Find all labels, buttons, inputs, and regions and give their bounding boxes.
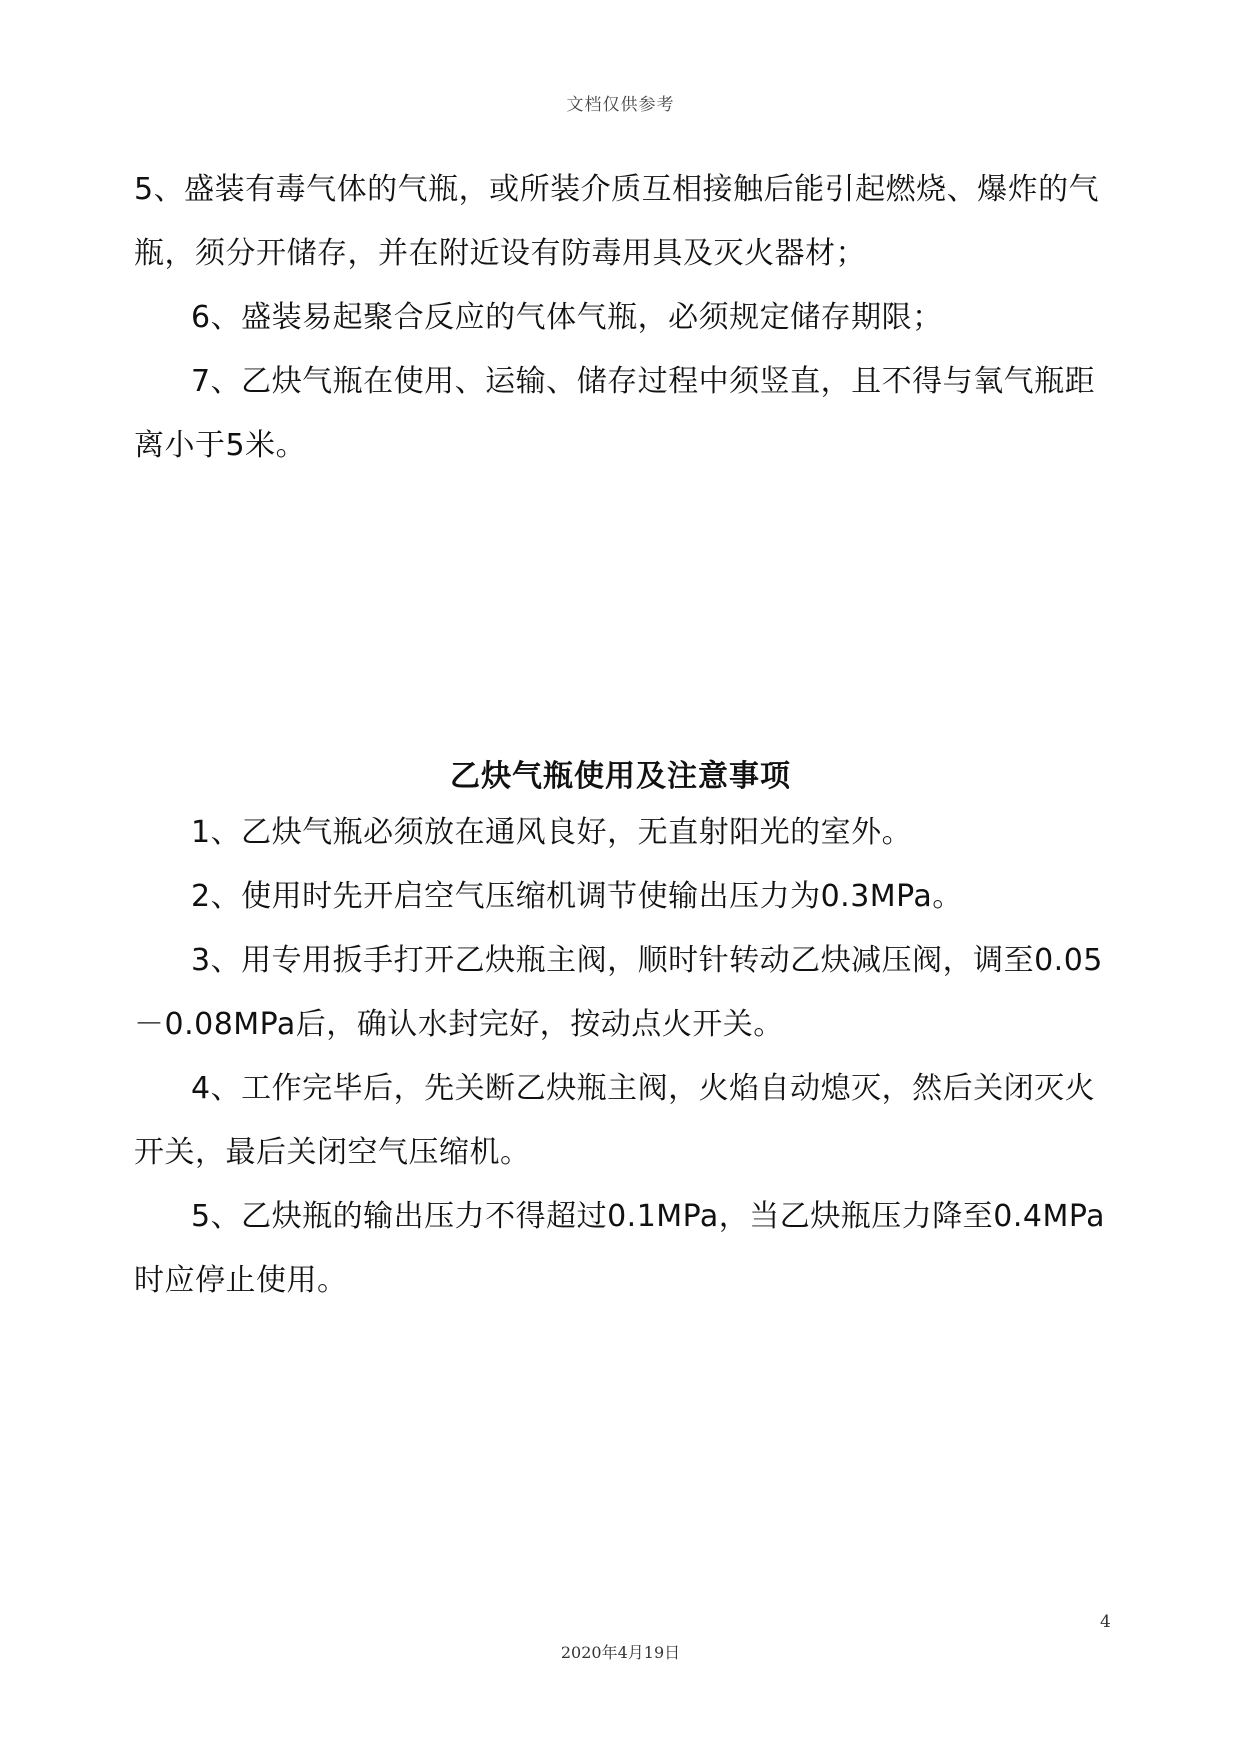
header-note: 文档仅供参考 [566, 95, 675, 115]
section-2-body [134, 801, 1114, 1313]
paragraph-item-6: 6、盛装易起聚合反应的气体气瓶，必须规定储存期限； [191, 300, 943, 335]
paragraph-step-2: 2、使用时先开启空气压缩机调节使输出压力为0.3MPa。 [191, 879, 963, 914]
paragraph-item-7: 7、乙炔气瓶在使用、运输、储存过程中须竖直，且不得与氧气瓶距离小于5米。 [134, 364, 1096, 463]
footer-date: 2020年4月19日 [560, 1643, 681, 1662]
paragraph-item-5: 5、盛装有毒气体的气瓶，或所装介质互相接触后能引起燃烧、爆炸的气瓶，须分开储存，并在附近设有防毒用具及灭火器材； [134, 172, 1100, 271]
paragraph-step-1: 1、乙炔气瓶必须放在通风良好，无直射阳光的室外。 [191, 815, 913, 850]
paragraph-step-3: 3、用专用扳手打开乙炔瓶主阀，顺时针转动乙炔减压阀，调至0.05－0.08MPa后，确认水封完好，按动点火开关。 [134, 943, 1103, 1042]
section-1-body [134, 158, 1114, 478]
paragraph-step-4: 4、工作完毕后，先关断乙炔瓶主阀，火焰自动熄灭，然后关闭灭火开关，最后关闭空气压缩机。 [134, 1071, 1096, 1170]
page-number: 4 [1100, 1612, 1111, 1632]
section-title: 乙炔气瓶使用及注意事项 [450, 759, 791, 794]
paragraph-step-5: 5、乙炔瓶的输出压力不得超过0.1MPa，当乙炔瓶压力降至0.4MPa时应停止使用。 [134, 1199, 1106, 1298]
